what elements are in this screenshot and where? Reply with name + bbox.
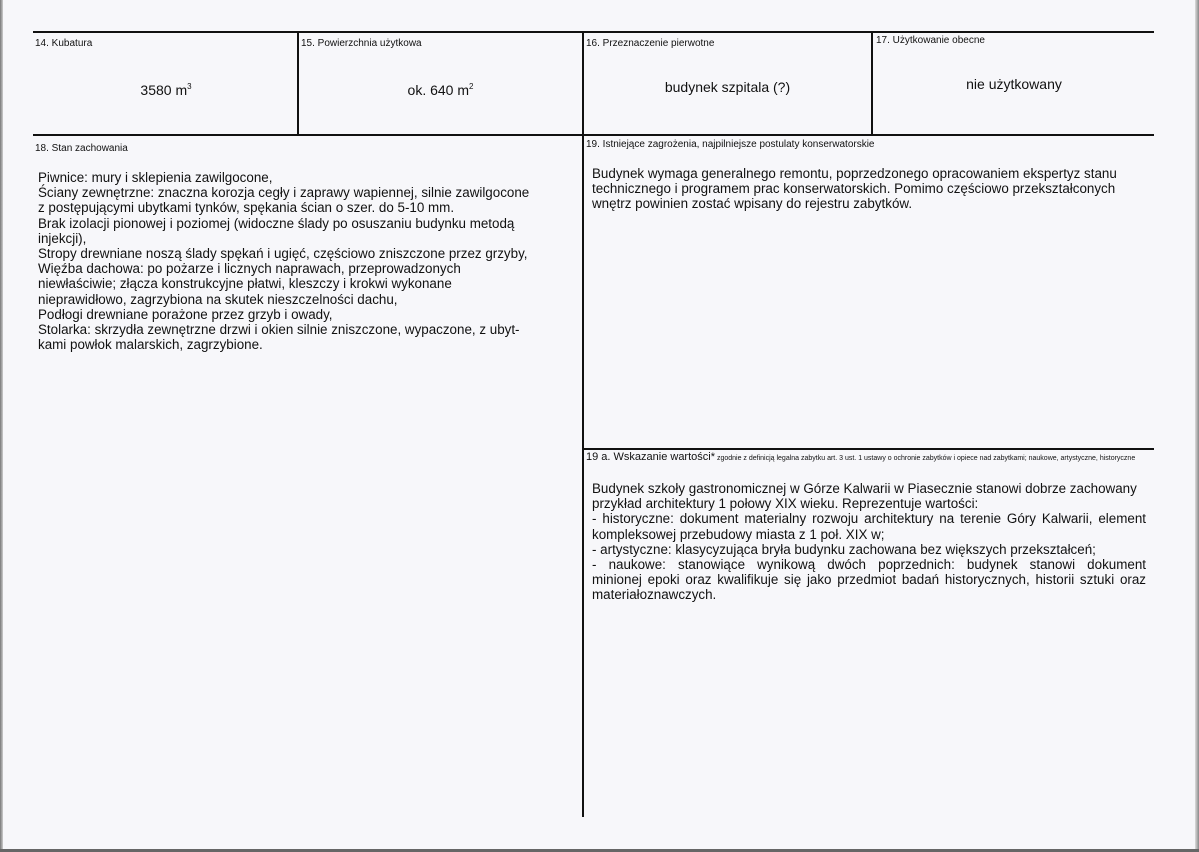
section19a-line: kompleksowej przebudowy miasta z 1 poł. XIX w; (592, 526, 885, 542)
section18-line: Ściany zewnętrzne: znaczna korozja cegły i zaprawy wapiennej, silnie zawilgocone (38, 185, 530, 201)
section19-line: technicznego i programem prac konserwatorskich. Pomimo częściowo przekształconych (592, 181, 1116, 197)
section19a-body (592, 481, 1146, 603)
page-edge-right (1195, 0, 1199, 852)
cell-uzytkowanie-value: nie użytkowany (966, 76, 1062, 92)
section19a-title: 19 a. Wskazanie wartości (586, 451, 711, 463)
row1-bottom-border (33, 134, 1154, 136)
powierzchnia-number: ok. 640 m (407, 82, 470, 98)
section18-line: Stropy drewniane noszą ślady spękań i ugięć, częściowo zniszczone przez grzyby, (38, 246, 528, 262)
powierzchnia-unit-exponent: 2 (469, 82, 474, 91)
section18-label: 18. Stan zachowania (35, 143, 128, 154)
section18-line: z postępującymi ubytkami tynków, spękania ścian o szer. do 5-10 mm. (38, 200, 455, 216)
section19-line: wnętrz powinien zostać wpisany do rejestru zabytków. (592, 196, 913, 212)
section19a-top-border (582, 448, 1154, 450)
section19a-line: Budynek szkoły gastronomicznej w Górze Kalwarii w Piasecznie stanowi dobrze zachowany (592, 481, 1137, 496)
kubatura-number: 3580 m (140, 82, 188, 98)
section19-label: 19. Istniejące zagrożenia, najpilniejsze postulaty konserwatorskie (586, 139, 875, 150)
section19-body (592, 166, 1152, 212)
section18-line: Podłogi drewniane porażone przez grzyb i owady, (38, 306, 333, 322)
cell-kubatura-value (35, 79, 297, 98)
cell-powierzchnia-value (299, 79, 582, 98)
page-edge-left (0, 0, 3, 852)
section18-body (38, 170, 578, 352)
section19a-line: minionej epoki oraz kwalifikuje się jako przedmiot badań historycznych, historii sztuki oraz (592, 572, 1146, 588)
section19a-note: zgodnie z definicją legalna zabytku art. 3 ust. 1 ustawy o ochronie zabytków i opiece nad zabytkami; naukowe, artystyczne, historyczne (715, 455, 1136, 462)
section19a-line: - artystyczne: klasycyzująca bryła budynku zachowana bez większych przekształceń; (592, 541, 1096, 557)
section19-line: Budynek wymaga generalnego remontu, poprzedzonego opracowaniem ekspertyz stanu (592, 166, 1117, 181)
section19a-label (586, 453, 1146, 463)
section18-line: kami powłok malarskich, zagrzybione. (38, 337, 263, 353)
cell-przeznaczenie-label: 16. Przeznaczenie pierwotne (586, 38, 715, 49)
cell-powierzchnia-label: 15. Powierzchnia użytkowa (301, 38, 422, 49)
section19a-line: materiałoznawczych. (592, 587, 717, 603)
table-top-border (33, 31, 1154, 33)
section18-line: Brak izolacji pionowej i poziomej (widoczne ślady po osuszaniu budynku metodą (38, 215, 515, 231)
section18-line: nieprawidłowo, zagrzybiona na skutek nieszczelności dachu, (38, 291, 398, 307)
cell-przeznaczenie-value: budynek szpitala (?) (664, 79, 791, 95)
kubatura-unit-exponent: 3 (187, 82, 192, 91)
section19a-line: przykład architektury 1 połowy XIX wieku. Reprezentuje wartości: (592, 496, 979, 512)
section19a-asterisk: * (710, 451, 715, 463)
section18-line: Więźba dachowa: po pożarze i licznych naprawach, przeprowadzonych (38, 261, 461, 277)
section18-line: Stolarka: skrzydła zewnętrzne drzwi i okien silnie zniszczone, wypaczone, z ubyt- (38, 322, 520, 338)
section18-line: injekcji), (38, 230, 87, 246)
section19a-line: - naukowe: stanowiące wynikową dwóch poprzednich: budynek stanowi dokument (592, 557, 1146, 573)
section19a-line: - historyczne: dokument materialny rozwoju architektury na terenie Góry Kalwarii, element (592, 511, 1146, 527)
cell-uzytkowanie-label: 17. Użytkowanie obecne (876, 35, 985, 46)
divider-center (582, 31, 584, 817)
section18-line: Piwnice: mury i sklepienia zawilgocone, (38, 170, 273, 185)
section18-line: niewłaściwie; złącza konstrukcyjne płatwi, kleszczy i krokwi wykonane (38, 276, 452, 292)
cell-kubatura-label: 14. Kubatura (35, 38, 93, 49)
